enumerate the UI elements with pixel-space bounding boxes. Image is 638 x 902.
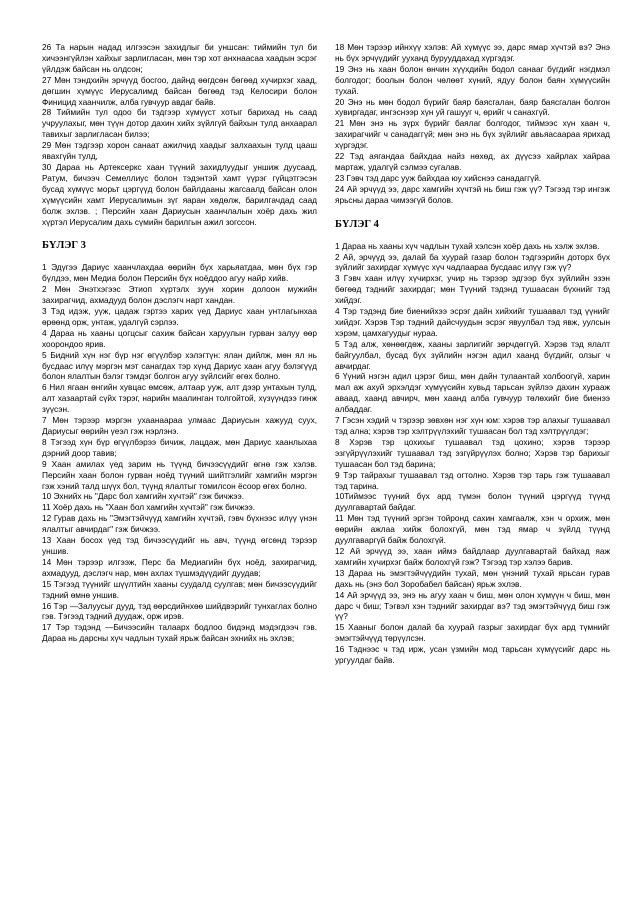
verse-paragraph: 4 Тэр тэдэнд бие биенийхээ эсрэг дайн хийхийг тушаавал тэд үүнийг хийдэг. Хэрэв Тэр тэдний дайсчуудын эсрэг явуулбал тэд явж, уулсын хэрэм, цамхагуудыг нураа. bbox=[335, 306, 610, 338]
verse-paragraph: 13 Хаан босох үед тэд бичээсүүдийг нь авч, түүнд өгсөнд тэрээр уншив. bbox=[42, 535, 317, 556]
verse-paragraph: 13 Дараа нь эмэгтэйчүүдийн тухай, мөн үнэний тухай ярьсан гурав дахь нь (энэ бол Зоробабел байсан) ярьж эхлэв. bbox=[335, 567, 610, 589]
verse-paragraph: 26 Та нарын надад илгээсэн захидлыг би уншсан: тиймийн тул би хичээнгүйлэн хайхыг зарлигласан, мөн тэр хот анхнаасаа хаадын эсрэг үйлдэж байсан нь олдсон; bbox=[42, 42, 317, 74]
verse-paragraph: 2 Ай, эрчүүд ээ, далай ба хуурай газар болон тэдгээрийн доторх бүх зүйлийг захирдаг хүмүүс хүч чадлаараа бусдаас илүү гэж үү? bbox=[335, 251, 610, 273]
verse-paragraph: 21 Мөн энэ нь зүрх бүрийг баялаг болгодог, тиймээс хүн хаан ч, захирагчийг ч санадаггүй; мөн энэ нь бүх зүйлийг авьяасаараа ярихад хүргэдэг. bbox=[335, 118, 610, 151]
verse-paragraph: 9 Хаан амилах үед зарим нь түүнд бичээсүүдийг өгнө гэж хэлэв. Персийн хаан болон гурван ноёд түүний шийтгэлийг хамгийн мэргэн гэж хэний талд шүүх бол, түүнд ялалтыг томилсон ёсоор өгөх болно. bbox=[42, 458, 317, 491]
verse-paragraph: 28 Тиймийн тул одоо би тэдгээр хүмүүст хотыг барихад нь саад учруулахыг, мөн түүн дотор дахин хийх зүйлгүй байхын тулд анхаарал тавихыг зарлигласан билээ; bbox=[42, 107, 317, 140]
verse-paragraph: 27 Мөн тэндхийн эрчүүд босгоо, дайнд өөгдсөн бөгөөд хүчирхэг хаад, дөгшин хүмүүс Иерусалимд байсан бөгөөд тэд Келосири болон Финицид хаанчилж, алба гувчуур авдаг байв. bbox=[42, 74, 317, 107]
verse-paragraph: 19 Энэ нь хаан болон өнчин хүүхдийн бодол санааг бүгдийг нэгдмэл болгодог; боолын болон чөлөөт хүний, ядуу болон баян хүмүүсийн тухай. bbox=[335, 63, 610, 96]
right-column bbox=[335, 42, 610, 902]
verse-paragraph: 1 Эдүгээ Дариус хаанчлахдаа өөрийн бүх харьяатдаа, мөн бүх гэр бүлдээ, мөн Медиа болон Персийн бүх ноёддоо агуу найр хийв. bbox=[42, 262, 317, 284]
verse-paragraph: 8 Хэрэв тэр цохихыг тушаавал тэд цохино; хэрэв тэрээр эзгүйрүүлэхийг тушаавал тэд эзгүйрүүлэх болно; Хэрэв тэр барихыг тушаасан бол тэд барина; bbox=[335, 436, 610, 469]
verse-paragraph: 6 Нил ягаан өнгийн хувцас өмсөж, алтаар ууж, алт дээр унтахын тулд, алт хазаартай сүйх тэрэг, нарийн маалинган толгойтой, хүзүүндээ гинж зүүсэн. bbox=[42, 382, 317, 415]
verse-paragraph: 20 Энэ нь мөн бодол бүрийг баяр баясгалан, баяр баясгалан болгон хувиргадаг, ингэснээр хүн уй гашууг ч, өрийг ч санахгүй. bbox=[335, 96, 610, 118]
verse-paragraph: 18 Мөн тэрээр ийнхүү хэлэв: Ай хүмүүс ээ, дарс ямар хүчтэй вэ? Энэ нь бүх эрчүүдийг ууханд бурууддахад хүргэдэг. bbox=[335, 42, 610, 63]
verse-paragraph: 15 Хааныг болон далай ба хуурай газрыг захирдаг бүх ард түмнийг эмэгтэйчүүд төрүүлсэн. bbox=[335, 622, 610, 644]
verse-paragraph: 15 Тэгээд түүнийг шүүлтийн хааны суудалд суулгав; мөн бичээсүүдийг тэдний өмнө уншив. bbox=[42, 578, 317, 600]
verse-paragraph: 9 Тэр тайрахыг тушаавал тэд огтолно. Хэрэв тэр тарь гэж тушаавал тэд тарина. bbox=[335, 469, 610, 491]
verse-paragraph: 10Тиймээс түүний бүх ард түмэн болон түүний цэргүүд түүнд дуулгавартай байдаг. bbox=[335, 491, 610, 513]
verse-paragraph: 4 Дараа нь хааны цогцсыг сахиж байсан харуулын гурван залуу өөр хоорондоо ярив. bbox=[42, 327, 317, 349]
verse-paragraph: 12 Ай эрчүүд ээ, хаан иймэ байдлаар дуулгавартай байхад яаж хамгийн хүчирхэг байж болохгүй гэж? Тэгээд тэр хэлээ барив. bbox=[335, 545, 610, 567]
verse-paragraph: 29 Мөн тэдгээр хорон санаат ажилчид хаадыг залхаахын тулд цааш явахгүйн тулд, bbox=[42, 140, 317, 162]
left-column bbox=[42, 42, 317, 902]
chapter-heading: БҮЛЭГ 3 bbox=[42, 240, 86, 252]
verse-paragraph: 14 Мөн тэрээр илгээж, Перс ба Медиагийн бүх ноёд, захирагчид, ахмадууд, дэслэгч нар, мөн ахлах түшмэдүүдийг дуудав; bbox=[42, 556, 317, 578]
verse-paragraph: 30 Дараа нь Артексеркс хаан түүний захидлуудыг уншиж дуусаад, Ратум, бичээч Семеллиус болон тэдэнтэй хамт үүрэг гүйцэтгэсэн бусад хүмүүс морьт цэргүүд болон байлдааны жагсаалд байсан олон хүмүүсийн хамт Иерусалимын зүг яаран хөдөлж, барилгачдад саад болж эхлэв. ; Персийн хаан Дариусын хаанчлалын хоёр дахь жил хүртэл Иерусалим дахь сүмийн барилгын ажил зогссон. bbox=[42, 161, 317, 227]
verse-paragraph: 5 Бидний хүн нэг бүр нэг өгүүлбэр хэлэгтүн: ялан дийлж, мөн ял нь бусдаас илүү мэргэн мэт санагдах тэр хүнд Дариус хаан агуу бэлэгүүд болон ялалтын бэлэг тэмдэг болгон агуу зүйлсийг өгөх болно. bbox=[42, 349, 317, 382]
verse-paragraph: 23 Гэвч тэд дарс ууж байхдаа юу хийснээ санадаггүй. bbox=[335, 172, 542, 183]
verse-paragraph: 1 Дараа нь хааны хүч чадлын тухай хэлсэн хоёр дахь нь хэлж эхлэв. bbox=[335, 240, 600, 251]
verse-paragraph: 5 Тэд алж, хөнөөгдөж, хааны зарлигийг зөрчдөггүй. Хэрэв тэд ялалт байгуулбал, бусад бүх зүйлийн нэгэн адил хаанд бүгдийг, олзыг ч авчирдаг. bbox=[335, 338, 610, 371]
verse-paragraph: 16 Тэднээс ч тэд ирж, усан үзмийн мод тарьсан хүмүүсийг дарс нь ургуулдаг байв. bbox=[335, 644, 610, 666]
verse-paragraph: 6 Үүний нэгэн адил цэрэг биш, мөн дайн тулаантай холбоогүй, харин мал аж ахуй эрхэлдэг хүмүүсийн хувьд тарьсан зүйлээ дахин хурааж аваад, хаанд авчирч, мөн хаанд алба гувчуур төлөхийг бие биенээ албаддаг. bbox=[335, 371, 610, 415]
verse-paragraph: 17 Тэр тэдэнд —Бичээсийн талаарх бодлоо бидэнд мэдэгдээч гэв. Дараа нь дарсны хүч чадлын тухай ярьж байсан эхнийх нь эхлэв; bbox=[42, 622, 317, 644]
verse-paragraph: 11 Мөн тэд түүний эргэн тойронд сахин хамгаалж, хэн ч орхиж, мөн өөрийн ажлаа хийж болохгүй, мөн тэд ямар ч зүйлд түүнд дуулгаваргүй байж болохгүй. bbox=[335, 513, 610, 546]
verse-paragraph: 24 Ай эрчүүд ээ, дарс хамгийн хүчтэй нь биш гэж үү? Тэгээд тэр ингэж ярьсны дараа чимээгүй болов. bbox=[335, 183, 610, 205]
verse-paragraph: 10 Эхнийх нь "Дарс бол хамгийн хүчтэй" гэж бичжээ. bbox=[42, 491, 244, 502]
verse-paragraph: 7 Гэсэн хэдий ч тэрээр зөвхөн нэг хүн юм: хэрэв тэр алахыг тушаавал тэд ална; хэрэв тэр хэлтрүүлэхийг тушаасан бол тэд хэлтрүүлдэг; bbox=[335, 415, 610, 436]
verse-paragraph: 11 Хоёр дахь нь "Хаан бол хамгийн хүчтэй" гэж бичжээ. bbox=[42, 502, 256, 513]
verse-paragraph: 14 Ай эрчүүд ээ, энэ нь агуу хаан ч биш, мөн олон хүмүүн ч биш, мөн дарс ч биш; Тэгвэл хэн тэднийг захирдаг вэ? тэд эмэгтэйчүүд биш гэж үү? bbox=[335, 589, 610, 622]
verse-paragraph: 3 Гэвч хаан илүү хүчирхэг, учир нь тэрээр эдгээр бүх зүйлийн эзэн бөгөөд тэднийг захирдаг; мөн Түүний тэдэнд тушаасан бүхнийг тэд хийдэг. bbox=[335, 273, 610, 306]
verse-paragraph: 22 Тэд аягандаа байхдаа найз нөхөд, ах дүүсээ хайрлах хайраа мартаж, удалгүй сэлмээ сугалав. bbox=[335, 151, 610, 172]
verse-paragraph: 2 Мөн Энэтхэгээс Этиоп хүртэлх зуун хорин долоон мужийн захирагчид, ахмадууд болон дэслэгч нарт хандан. bbox=[42, 284, 317, 306]
chapter-heading: БҮЛЭГ 4 bbox=[335, 218, 379, 230]
verse-paragraph: 7 Мөн тэрээр мэргэн ухаанаараа улмаас Дариусын хажууд суух, Дариусыг өөрийн үеэл гэж нэрлэнэ. bbox=[42, 415, 317, 436]
verse-paragraph: 8 Тэгээд хүн бүр өгүүлбэрээ бичиж, лацдаж, мөн Дариус хаанлыхаа дэрний доор тавив; bbox=[42, 436, 317, 458]
verse-paragraph: 3 Тэд идэж, уүж, цадаж гэртээ харих үед Дариус хаан унтлагынхаа өрөөнд орж, унтаж, удалгүй сэрлээ. bbox=[42, 306, 317, 327]
verse-paragraph: 12 Гурав дахь нь "Эмэгтэйчүүд хамгийн хүчтэй, гэвч бүхнээс илүү үнэн ялалтыг авчирдаг" гэж бичжээ. bbox=[42, 513, 317, 535]
verse-paragraph: 16 Тэр —Залуусыг дууд, тэд өөрсдийнхөө шийдвэрийг тунхаглах болно гэв. Тэгээд тэдний дуудаж, орж ирэв. bbox=[42, 600, 317, 622]
